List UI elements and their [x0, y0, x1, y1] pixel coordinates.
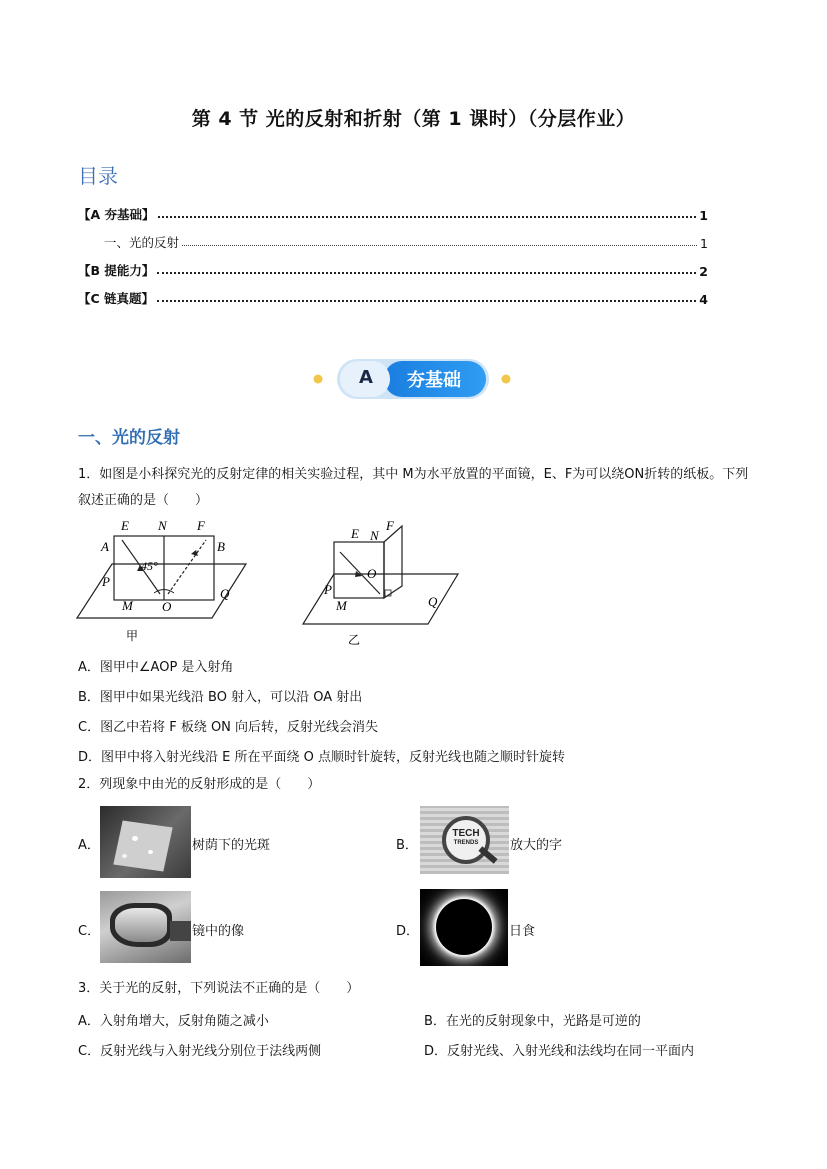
toc-item-label: 【C 链真题】	[78, 291, 155, 306]
q2-option-b-letter[interactable]: B．	[396, 838, 418, 853]
fig-yi-label-e: E	[351, 526, 359, 541]
toc-item-page: 1	[700, 236, 708, 251]
fig-yi-label-q: Q	[428, 594, 438, 609]
figure-jia	[74, 518, 254, 648]
fig-jia-label-o: O	[162, 599, 172, 614]
toc-item-page: 2	[699, 264, 708, 279]
q1-option-d[interactable]: D．图甲中将入射光线沿 E 所在平面绕 O 点顺时针旋转，反射光线也随之顺时针旋转	[78, 750, 565, 765]
section-banner	[0, 352, 827, 404]
banner-letter: A	[359, 367, 373, 388]
fig-yi-label-f: F	[386, 518, 394, 533]
q2-option-c-letter[interactable]: C．	[78, 924, 101, 939]
question-2-stem: 2．列现象中由光的反射形成的是（ ）	[78, 777, 321, 792]
fig-jia-label-angle: 45°	[141, 559, 158, 573]
toc-item-c[interactable]	[78, 287, 708, 307]
figure-yi	[300, 518, 470, 648]
toc-item-a[interactable]	[78, 203, 708, 223]
toc-leader	[158, 216, 697, 218]
section-title: 一、光的反射	[78, 428, 180, 448]
fig-jia-label-b: B	[217, 539, 225, 554]
fig-jia-label-p: P	[102, 574, 110, 589]
toc-item-label: 一、光的反射	[104, 235, 180, 250]
q2-option-b-text: 放大的字	[510, 838, 563, 853]
toc-item-b[interactable]	[78, 259, 708, 279]
toc-item-label: 【B 提能力】	[78, 263, 155, 278]
solar-eclipse-image	[420, 889, 508, 966]
toc-heading: 目录	[78, 164, 118, 188]
fig-jia-label-m: M	[122, 598, 133, 613]
q3-option-b[interactable]: B．在光的反射现象中，光路是可逆的	[424, 1014, 641, 1029]
magnifier-text-2: TRENDS	[453, 840, 479, 846]
toc-item-label: 【A 夯基础】	[78, 207, 155, 222]
fig-jia-label-e: E	[121, 518, 129, 533]
q3-option-d[interactable]: D．反射光线、入射光线和法线均在同一平面内	[424, 1044, 695, 1059]
fig-yi-caption: 乙	[348, 633, 361, 647]
q1-option-c[interactable]: C．图乙中若将 F 板绕 ON 向后转，反射光线会消失	[78, 720, 379, 735]
fig-jia-label-a: A	[101, 539, 109, 554]
leaf-light-spot-image	[100, 806, 191, 878]
fig-jia-caption: 甲	[126, 629, 139, 643]
question-3-stem: 3．关于光的反射，下列说法不正确的是（ ）	[78, 981, 360, 996]
q2-option-c-text: 镜中的像	[192, 924, 245, 939]
q3-option-c[interactable]: C．反射光线与入射光线分别位于法线两侧	[78, 1044, 322, 1059]
q1-option-a[interactable]: A．图甲中∠AOP 是入射角	[78, 660, 234, 675]
fig-jia-label-f: F	[197, 518, 205, 533]
fig-yi-label-o: O	[367, 566, 377, 581]
q2-option-d-letter[interactable]: D．	[396, 924, 420, 939]
banner-text: 夯基础	[407, 370, 461, 391]
toc-leader	[157, 272, 696, 274]
toc-item-page: 4	[699, 292, 708, 307]
page-title: 第 4 节 光的反射和折射（第 1 课时）（分层作业）	[191, 108, 636, 130]
fig-jia-label-q: Q	[220, 586, 230, 601]
q3-option-a[interactable]: A．入射角增大，反射角随之减小	[78, 1014, 269, 1029]
fig-jia-label-n: N	[158, 518, 167, 533]
car-mirror-image	[100, 891, 191, 963]
magnifier-tech-trends-image	[420, 806, 509, 874]
magnifier-text-1: TECH	[452, 828, 480, 839]
question-1-stem: 1．如图是小科探究光的反射定律的相关实验过程，其中 M为水平放置的平面镜，E、F为可以绕ON折转的纸板。下列叙述正确的是（ ）	[78, 467, 749, 508]
fig-yi-label-m: M	[336, 598, 347, 613]
toc-item-page: 1	[699, 208, 708, 223]
toc-leader	[157, 300, 696, 302]
fig-yi-label-p: P	[324, 582, 332, 597]
q2-option-a-letter[interactable]: A．	[78, 838, 100, 853]
q2-option-d-text: 日食	[509, 924, 536, 939]
toc-leader	[182, 245, 697, 246]
fig-yi-label-n: N	[370, 528, 379, 543]
toc-item-reflection[interactable]	[78, 231, 708, 251]
q2-option-a-text: 树荫下的光斑	[192, 838, 271, 853]
q1-option-b[interactable]: B．图甲中如果光线沿 BO 射入，可以沿 OA 射出	[78, 690, 363, 705]
